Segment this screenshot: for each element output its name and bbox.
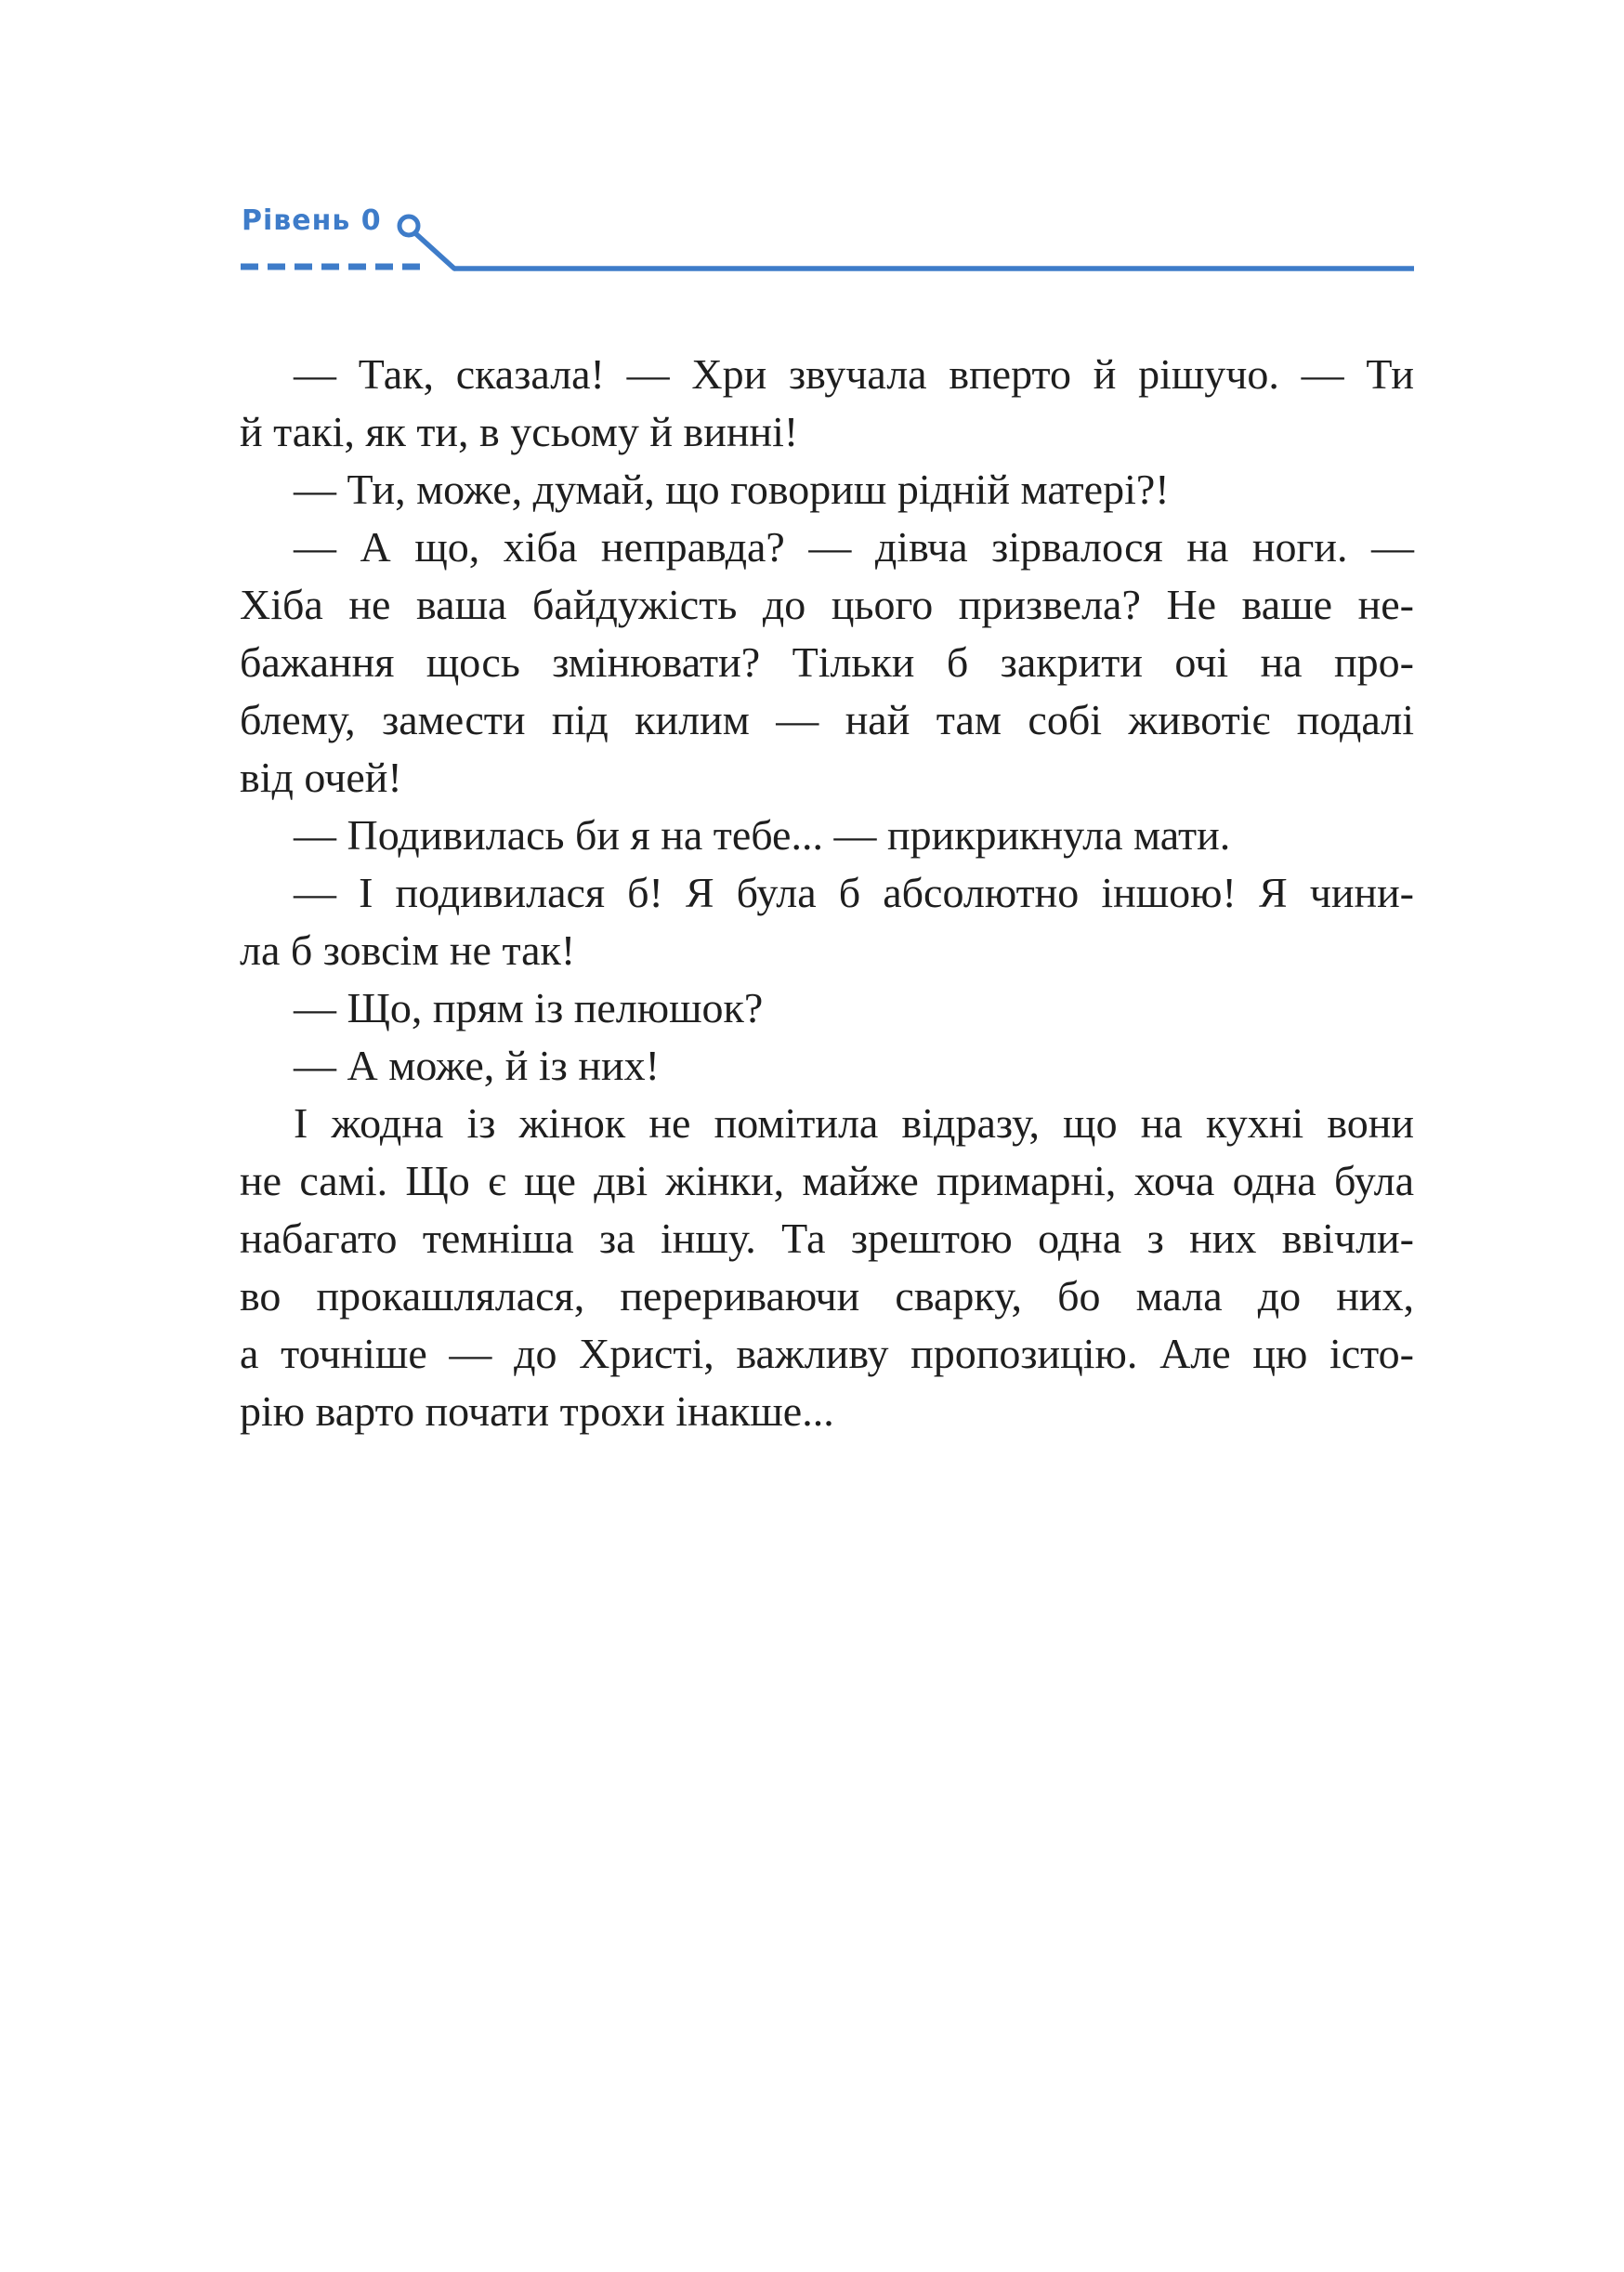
text-line: а точніше — до Христі, важливу пропозицію. Але цю істо- xyxy=(240,1330,1414,1377)
paragraph xyxy=(240,519,1414,807)
text-line: Хіба не ваша байдужість до цього призвела? Не ваше не- xyxy=(240,581,1414,628)
text-line: від очей! xyxy=(240,754,402,801)
text-line: не самі. Що є ще дві жінки, майже примарні, хоча одна була xyxy=(240,1157,1414,1204)
level-label: Рівень 0 xyxy=(242,204,382,237)
text-line: набагато темніша за іншу. Та зрештою одна з них ввічли- xyxy=(240,1215,1414,1262)
text-line: І жодна із жінок не помітила відразу, що на кухні вони xyxy=(294,1099,1414,1147)
text-line: й такі, як ти, в усьому й винні! xyxy=(240,408,799,455)
paragraph xyxy=(240,1095,1414,1440)
paragraph xyxy=(240,864,1414,979)
text-line: — Подивилась би я на тебе... — прикрикнула мати. xyxy=(294,811,1231,859)
text-line: — А може, й із них! xyxy=(294,1042,660,1089)
body-text xyxy=(240,346,1414,1440)
paragraph xyxy=(240,979,1414,1037)
text-line: — Ти, може, думай, що говориш рідній матері?! xyxy=(294,466,1170,513)
text-line: блему, замести під килим — най там собі животіє подалі xyxy=(240,696,1414,743)
text-line: — Так, сказала! — Хри звучала вперто й рішучо. — Ти xyxy=(294,350,1414,398)
chapter-header xyxy=(0,0,1624,297)
paragraph xyxy=(240,1037,1414,1095)
text-line: — Що, прям із пелюшок? xyxy=(294,984,764,1031)
paragraph xyxy=(240,461,1414,519)
text-line: — І подивилася б! Я була б абсолютно іншою! Я чини- xyxy=(294,869,1414,916)
paragraph xyxy=(240,807,1414,864)
header-rule-decoration xyxy=(232,195,1440,288)
text-line: ла б зовсім не так! xyxy=(240,926,576,974)
text-line: бажання щось змінювати? Тільки б закрити очі на про- xyxy=(240,638,1414,686)
text-line: — А що, хіба неправда? — дівча зірвалося на ноги. — xyxy=(294,523,1414,571)
text-line: рію варто почати трохи інакше... xyxy=(240,1387,834,1435)
text-line: во прокашлялася, перериваючи сварку, бо мала до них, xyxy=(240,1272,1414,1320)
diagonal-connector-line xyxy=(415,233,454,269)
paragraph xyxy=(240,346,1414,461)
